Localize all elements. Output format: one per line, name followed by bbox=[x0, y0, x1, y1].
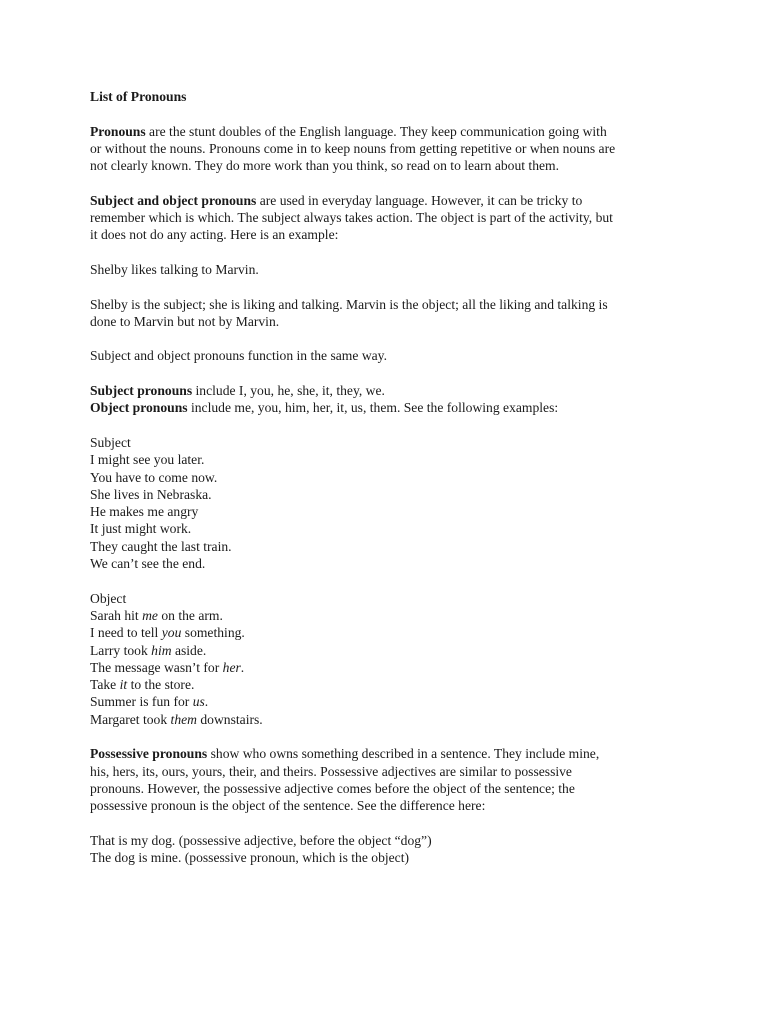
object-example: Margaret took them downstairs. bbox=[90, 711, 263, 727]
subject-example: They caught the last train. bbox=[90, 538, 232, 554]
intro-line: not clearly known. They do more work than you think, so read on to learn about them. bbox=[90, 158, 560, 174]
object-pronoun: it bbox=[119, 677, 128, 693]
explanation-line: Shelby is the subject; she is liking and talking. Marvin is the object; all the liking and talking is bbox=[90, 296, 608, 312]
intro-line: or without the nouns. Pronouns come in to keep nouns from getting repetitive or when nouns are bbox=[90, 140, 616, 156]
possessive-term: Possessive pronouns bbox=[90, 746, 208, 762]
subject-example: She lives in Nebraska. bbox=[90, 486, 212, 502]
example-sentence: Shelby likes talking to Marvin. bbox=[90, 261, 259, 277]
subject-pronouns-text: include I, you, he, she, it, they, we. bbox=[192, 383, 385, 399]
document-title: List of Pronouns bbox=[90, 89, 187, 104]
same-way-sentence: Subject and object pronouns function in the same way. bbox=[90, 348, 387, 364]
subject-object-paragraph bbox=[90, 192, 690, 244]
subject-example: We can’t see the end. bbox=[90, 556, 206, 572]
object-pronoun: you bbox=[161, 625, 182, 641]
intro-term: Pronouns bbox=[90, 123, 146, 139]
subject-object-line: it does not do any acting. Here is an example: bbox=[90, 227, 339, 243]
object-examples-heading: Object bbox=[90, 590, 127, 606]
possessive-line: show who owns something described in a sentence. They include mine, bbox=[207, 746, 600, 762]
object-example: Larry took him aside. bbox=[90, 642, 207, 658]
subject-pronouns-line bbox=[90, 382, 690, 399]
subject-example: It just might work. bbox=[90, 521, 192, 537]
object-pronoun: us bbox=[192, 694, 205, 710]
explanation-line: done to Marvin but not by Marvin. bbox=[90, 313, 280, 329]
subject-pronouns-term: Subject pronouns bbox=[90, 383, 193, 399]
object-example: Take it to the store. bbox=[90, 677, 195, 693]
object-pronouns-line bbox=[90, 399, 690, 416]
difference-examples bbox=[90, 832, 690, 867]
object-pronouns-term: Object pronouns bbox=[90, 400, 188, 416]
object-example: I need to tell you something. bbox=[90, 625, 245, 641]
possessive-line: possessive pronoun is the object of the sentence. See the difference here: bbox=[90, 798, 486, 814]
object-pronoun: him bbox=[151, 642, 172, 658]
object-example: Summer is fun for us. bbox=[90, 694, 209, 710]
difference-example: That is my dog. (possessive adjective, before the object “dog”) bbox=[90, 832, 432, 848]
possessive-paragraph bbox=[90, 745, 690, 814]
object-pronoun: me bbox=[142, 607, 158, 623]
object-pronoun: her bbox=[222, 659, 241, 675]
intro-line: are the stunt doubles of the English language. They keep communication going with bbox=[145, 123, 607, 139]
possessive-line: his, hers, its, ours, yours, their, and theirs. Possessive adjectives are similar to possessive bbox=[90, 763, 572, 779]
subject-examples-list bbox=[90, 434, 690, 572]
subject-object-term: Subject and object pronouns bbox=[90, 192, 257, 208]
object-example: The message wasn’t for her. bbox=[90, 659, 245, 675]
possessive-line: pronouns. However, the possessive adjective comes before the object of the sentence; the bbox=[90, 780, 575, 796]
object-example: Sarah hit me on the arm. bbox=[90, 607, 223, 623]
explanation-paragraph bbox=[90, 296, 690, 331]
object-pronoun: them bbox=[170, 711, 197, 727]
object-pronouns-text: include me, you, him, her, it, us, them. See the following examples: bbox=[187, 400, 559, 416]
difference-example: The dog is mine. (possessive pronoun, which is the object) bbox=[90, 850, 410, 866]
subject-object-line: are used in everyday language. However, it can be tricky to bbox=[256, 192, 583, 208]
intro-paragraph bbox=[90, 123, 690, 175]
document-page bbox=[90, 88, 690, 866]
object-examples-list bbox=[90, 590, 690, 728]
subject-example: I might see you later. bbox=[90, 452, 205, 468]
subject-object-line: remember which is which. The subject always takes action. The object is part of the activity, but bbox=[90, 210, 613, 226]
subject-examples-heading: Subject bbox=[90, 434, 131, 450]
subject-example: He makes me angry bbox=[90, 504, 199, 520]
subject-example: You have to come now. bbox=[90, 469, 218, 485]
